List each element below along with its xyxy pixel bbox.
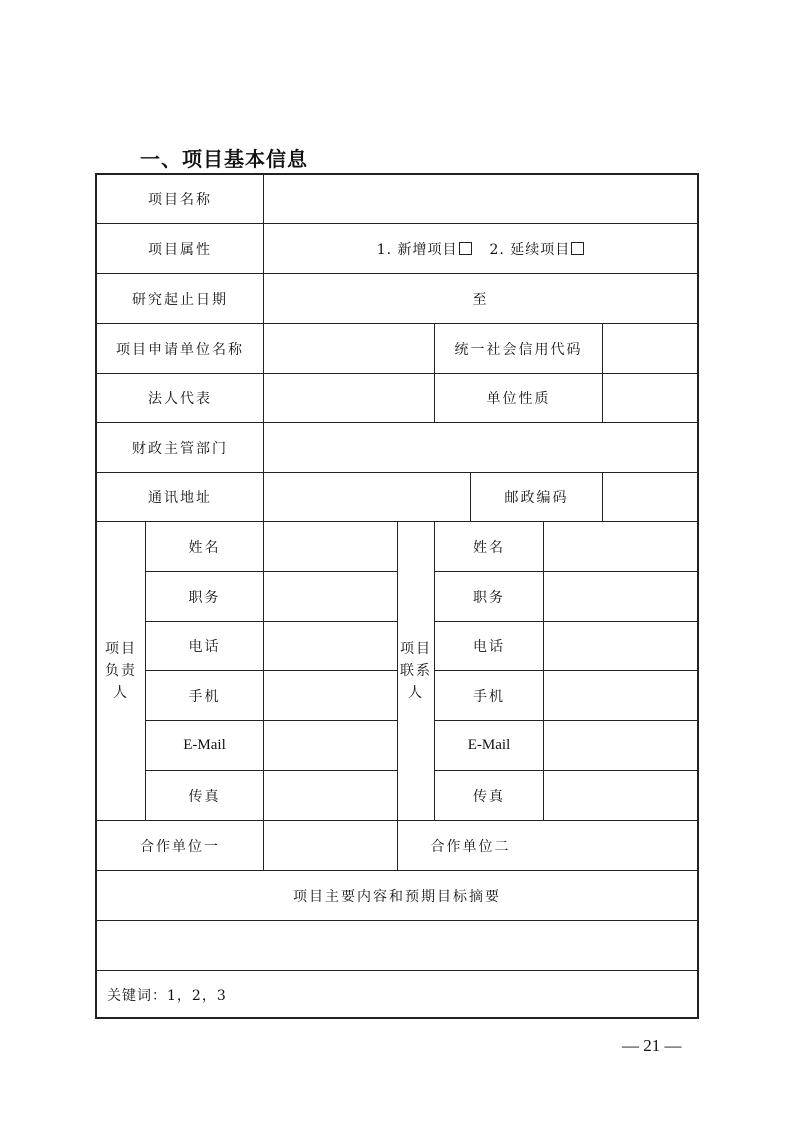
project-info-form <box>95 173 699 1019</box>
page-number: — 21 — <box>622 1036 682 1055</box>
address-value[interactable] <box>264 473 470 521</box>
contact-fax-label: 传真 <box>473 788 505 805</box>
attr-option-new-checkbox[interactable] <box>459 242 472 255</box>
address-label: 通讯地址 <box>148 490 212 506</box>
project-attribute-label: 项目属性 <box>148 241 212 258</box>
leader-phone-label: 电话 <box>188 639 221 655</box>
summary-title: 项目主要内容和预期目标摘要 <box>293 888 501 905</box>
partner-1-value[interactable] <box>264 821 397 870</box>
contact-email-label: E-Mail <box>467 737 511 753</box>
finance-dept-value[interactable] <box>264 423 697 472</box>
attr-option-new-label: 1. 新增项目 <box>376 241 458 258</box>
legal-rep-label: 法人代表 <box>148 391 212 407</box>
applicant-unit-value[interactable] <box>264 324 434 373</box>
partner-2-value[interactable] <box>544 821 697 870</box>
applicant-unit-label: 项目申请单位名称 <box>116 341 244 358</box>
contact-group-label: 项目 联系 人 <box>400 641 432 701</box>
attr-option-continued-checkbox[interactable] <box>571 242 584 255</box>
postcode-value[interactable] <box>603 473 697 521</box>
leader-group-label: 项目 负责 人 <box>105 641 137 701</box>
unit-nature-value[interactable] <box>603 374 697 422</box>
postcode-label: 邮政编码 <box>504 490 569 506</box>
credit-code-value[interactable] <box>603 324 697 373</box>
research-period-label: 研究起止日期 <box>132 291 228 308</box>
research-period-to: 至 <box>472 291 489 308</box>
contact-mobile-label: 手机 <box>473 688 505 705</box>
legal-rep-value[interactable] <box>264 374 434 422</box>
leader-name-label: 姓名 <box>188 539 221 556</box>
credit-code-label: 统一社会信用代码 <box>454 341 583 358</box>
project-name-value[interactable] <box>264 175 697 223</box>
finance-dept-label: 财政主管部门 <box>132 440 228 457</box>
contact-position-label: 职务 <box>473 589 505 606</box>
unit-nature-label: 单位性质 <box>486 391 551 407</box>
leader-position-label: 职务 <box>188 589 221 606</box>
keywords: 关键词：1，2，3 <box>107 988 227 1004</box>
project-attribute-options <box>264 224 697 273</box>
contact-phone-label: 电话 <box>473 639 505 655</box>
leader-email-label: E-Mail <box>183 737 226 753</box>
leader-mobile-label: 手机 <box>188 688 221 705</box>
contact-name-label: 姓名 <box>473 539 505 556</box>
leader-fax-label: 传真 <box>188 788 221 805</box>
project-name-label: 项目名称 <box>148 192 212 208</box>
partner-2-label: 合作单位二 <box>430 838 511 855</box>
summary-body[interactable] <box>97 921 697 970</box>
partner-1-label: 合作单位一 <box>140 838 220 855</box>
attr-option-continued-label: 2. 延续项目 <box>489 241 571 258</box>
section-title: 一、项目基本信息 <box>140 147 308 171</box>
